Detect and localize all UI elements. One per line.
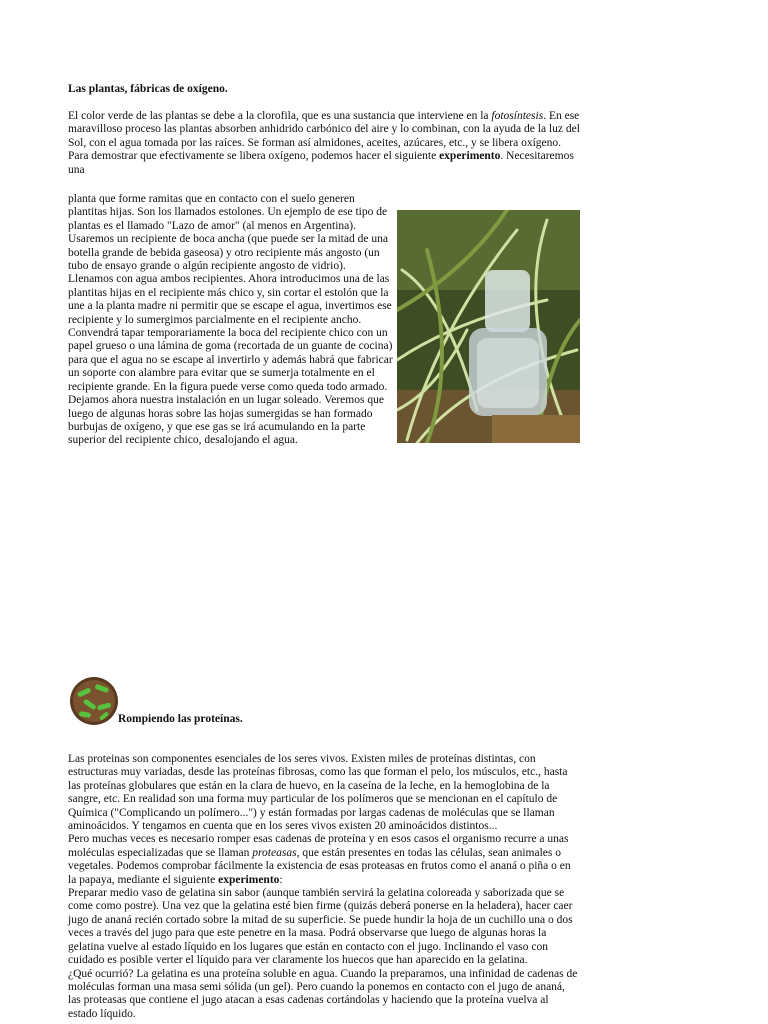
section1-paragraph-4: Dejamos ahora nuestra instalación en un lugar soleado. Veremos que luego de algunas horas sobre las hojas sumergidas se han formado burbujas de oxígeno, y que ese gas se irá acumulando en la parte superior del recipiente chico, desalojando el agua. (68, 394, 384, 447)
section2-title: Rompiendo las proteínas. (118, 713, 243, 725)
section1-paragraph-3: planta que forme ramitas que en contacto con el suelo generen plantitas hijas. Son los llamados estolones. Un ejemplo de ese tipo de plantas es el llamado "Lazo de amor" (al menos en Argentina). Usaremos un recipiente de boca ancha (que puede ser la mitad de una botella grande de bebida gaseosa) y otro recipiente más angosto (un tubo de ensayo grande o algún recipiente angosto de vidrio). Llenamos con agua ambos recipientes. Ahora introducimos una de las plantitas hijas en el recipiente más chico y, sin cortar el estolón que la une a la planta madre ni permitir que se escape el agua, invertimos ese recipiente y lo sumergimos parcialmente en el recipiente ancho. Convendrá tapar temporariamente la boca del recipiente chico con un papel grueso o una lámina de goma (recortada de un guante de cocina) para que el agua no se escape al invertirlo y además habrá que fabricar un soporte con alambre para evitar que se sumerja totalmente en el recipiente grande. En la figura puede verse como queda todo armado. (68, 193, 393, 393)
section2-paragraph-3: Preparar medio vaso de gelatina sin sabor (aunque también servirá la gelatina coloreada y saborizada que se come como postre). Una vez que la gelatina esté bien firme (quizás deberá ponerse en la heladera), hacer caer jugo de ananá recién cortado sobre la mitad de su superficie. Se puede hundir la hoja de un cuchillo una o dos veces a través del jugo para que este penetre en la masa. Podrá observarse que luego de algunas horas la gelatina vuelve al estado líquido en los lugares que están en contacto con el jugo. Inclinando el vaso con cuidado es posible verter el líquido para ver claramente los huecos que han aparecido en la gelatina. (68, 887, 573, 967)
section1-paragraph-1: El color verde de las plantas se debe a la clorofila, que es una sustancia que interviene en la fotosíntesis. En ese maravilloso proceso las plantas absorben anhidrido carbónico del aire y lo combinan, con la ayuda de la luz del Sol, con el agua tomada por las raíces. Se forman así almidones, aceites, azúcares, etc., y se libera oxígeno. (68, 110, 580, 149)
section1-intro (68, 110, 580, 177)
section1-body (68, 193, 393, 448)
proteasas-term: proteasas (252, 846, 297, 859)
section2-paragraph-4: ¿Qué ocurrió? La gelatina es una proteína soluble en agua. Cuando la preparamos, una infinidad de cadenas de moléculas forman una masa semi sólida (un gel). Pero cuando la ponemos en contacto con el jugo de ananá, las proteasas que contiene el jugo atacan a esas cadenas cortándolas y haciendo que la proteína vuelva al estado líquido. (68, 967, 578, 1020)
section1-paragraph-2: Para demostrar que efectivamente se libera oxígeno, podemos hacer el siguiente experimento. Necesitaremos una (68, 150, 574, 176)
section2-paragraph-2: Pero muchas veces es necesario romper esas cadenas de proteína y en esos casos el organismo recurre a unas moléculas especializadas que se llaman proteasas, que están presentes en todas las células, sean animales o vegetales. Podemos comprobar fácilmente la existencia de esas proteasas en frutos como el ananá o piña o en la papaya, mediante el siguiente experimento: (68, 833, 571, 886)
section1-title: Las plantas, fábricas de oxígeno. (68, 83, 228, 95)
plant-experiment-photo (397, 210, 580, 443)
section2-body (68, 753, 580, 1021)
fotosintesis-term: fotosíntesis (491, 110, 544, 122)
protein-bacteria-icon (69, 676, 119, 726)
experiment-term-2: experimento (218, 873, 280, 886)
experiment-term: experimento (439, 150, 501, 163)
section2-paragraph-1: Las proteinas son componentes esenciales de los seres vivos. Existen miles de proteínas distintas, con estructuras muy variadas, desde las proteínas fibrosas, como las que forman el pelo, los músculos, etc., hasta las proteínas globulares que están en la clara de huevo, en la caseína de la leche, en la hemoglobina de la sangre, etc. En realidad son una forma muy particular de los polímeros que se mencionan en el capítulo de Química ("Complicando un polímero...") y están formadas por largas cadenas de moléculas que se llaman aminoácidos. Y tengamos en cuenta que en los seres vivos existen 20 aminoácidos distintos... (68, 753, 568, 833)
